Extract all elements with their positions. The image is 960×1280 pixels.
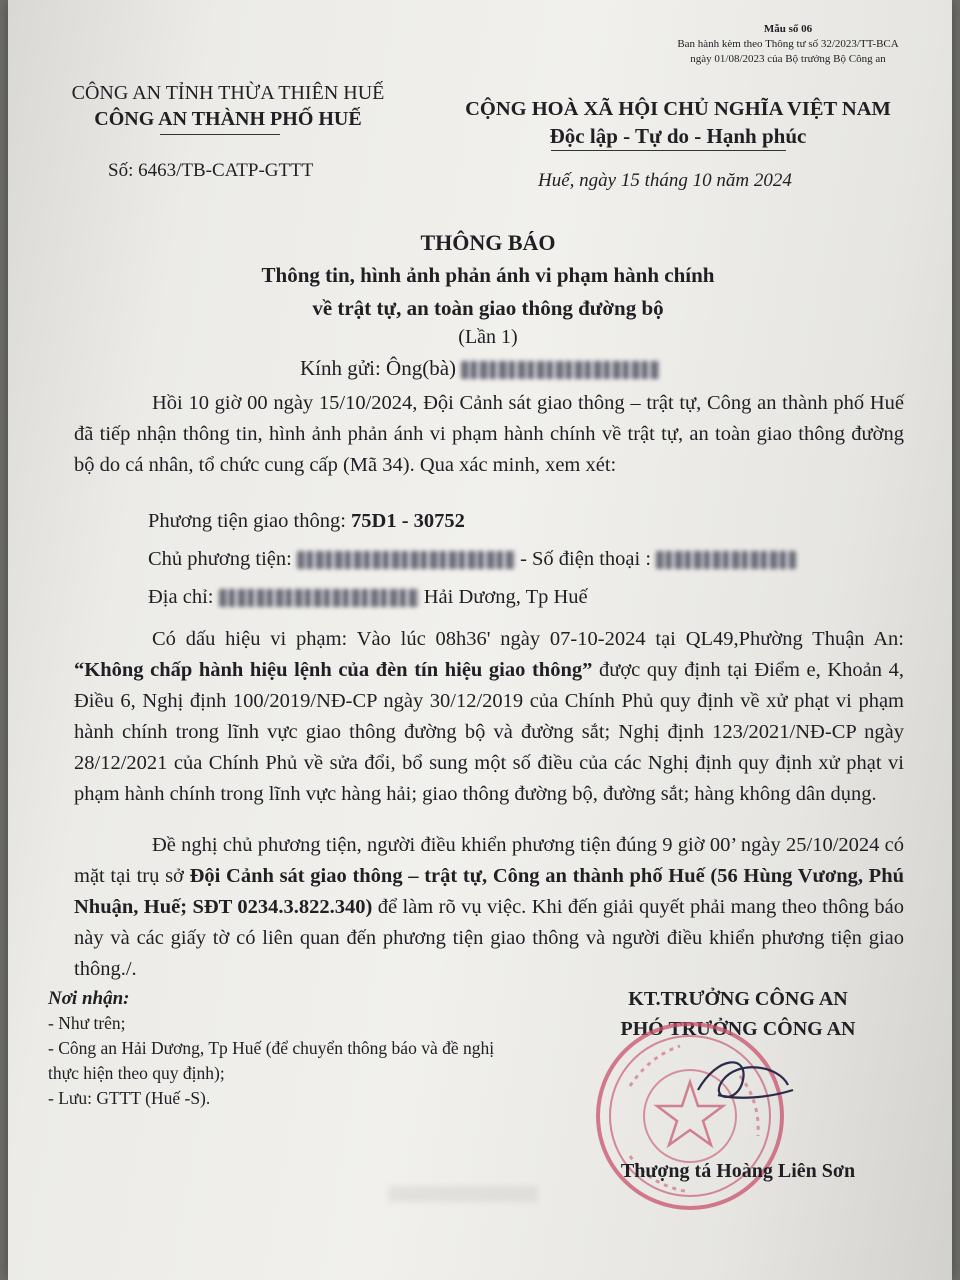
- owner-label: Chủ phương tiện:: [148, 548, 292, 570]
- address-field: [148, 586, 588, 609]
- form-number: Mẫu số 06: [763, 23, 813, 35]
- recipient-2: - Công an Hải Dương, Tp Huế (để chuyển thông báo và đề nghị thực hiện theo quy định);: [48, 1038, 495, 1083]
- document-page: [8, 0, 952, 1280]
- violation-lead: Có dấu hiệu vi phạm: Vào lúc 08h36' ngày 07-10-2024 tại QL49,Phường Thuận An:: [152, 628, 904, 650]
- redacted-address: [219, 589, 419, 607]
- place-date: Huế, ngày 15 tháng 10 năm 2024: [538, 170, 792, 191]
- nation-motto: Độc lập - Tự do - Hạnh phúc: [549, 124, 807, 148]
- document-subtitle-1: Thông tin, hình ảnh phản ánh vi phạm hành chính: [261, 263, 715, 287]
- form-issued-line-2: ngày 01/08/2023 của Bộ trưởng Bộ Công an: [690, 53, 886, 65]
- owner-field: [148, 548, 796, 571]
- recipients-heading: Nơi nhận:: [48, 988, 130, 1009]
- recipient-salutation: [300, 356, 659, 381]
- phone-label: - Số điện thoại :: [520, 548, 652, 570]
- vehicle-plate: 75D1 - 30752: [351, 510, 465, 532]
- motto-underline: [551, 150, 786, 151]
- nation-name: CỘNG HOÀ XÃ HỘI CHỦ NGHĨA VIỆT NAM: [465, 98, 891, 120]
- issuing-agency: [28, 80, 428, 132]
- form-number-block: [638, 22, 938, 67]
- form-issued-line-1: Ban hành kèm theo Thông tư số 32/2023/TT-BCA: [677, 38, 899, 50]
- vehicle-label: Phương tiện giao thông:: [148, 510, 346, 532]
- request-office: Đội Cảnh sát giao thông – trật tự, Công an thành phố Huế (56 Hùng Vương, Phú Nhuận, Huế; SĐT 0234.3.822.340): [74, 865, 904, 918]
- violation-rest: được quy định tại Điểm e, Khoản 4, Điều 6, Nghị định 100/2019/NĐ-CP ngày 30/12/2019 của Chính Phủ quy định về xử phạt vi phạm hành chính trong lĩnh vực giao thông đường bộ và đường sắt; Nghị định 123/2021/NĐ-CP ngày 28/12/2021 của Chính Phủ về sửa đổi, bổ sung một số điều của các Nghị định quy định xử phạt vi phạm hành chính trong lĩnh vực hàng hải; giao thông đường bộ, đường sắt; hàng không dân dụng.: [74, 659, 904, 805]
- address-visible: Hải Dương, Tp Huế: [423, 586, 588, 608]
- signature-title-2: PHÓ TRƯỞNG CÔNG AN: [620, 1018, 856, 1040]
- handwritten-signature: [688, 1050, 798, 1110]
- recipient-3: - Lưu: GTTT (Huế -S).: [48, 1088, 211, 1108]
- document-title: THÔNG BÁO: [420, 230, 556, 255]
- agency-city: CÔNG AN THÀNH PHỐ HUẾ: [94, 108, 362, 130]
- redacted-owner-name: [297, 551, 515, 569]
- national-heading: [428, 96, 928, 150]
- paragraph-intro: [74, 388, 904, 481]
- violation-name: “Không chấp hành hiệu lệnh của đèn tín hiệu giao thông”: [74, 659, 593, 681]
- intro-text: Hồi 10 giờ 00 ngày 15/10/2024, Đội Cảnh sát giao thông – trật tự, Công an thành phố Huế đã tiếp nhận thông tin, hình ảnh phản ánh vi phạm hành chính về trật tự, an toàn giao thông đường bộ do cá nhân, tổ chức cung cấp (Mã 34). Qua xác minh, xem xét:: [74, 392, 904, 476]
- address-label: Địa chỉ:: [148, 586, 214, 608]
- document-subtitle-2: về trật tự, an toàn giao thông đường bộ: [312, 296, 664, 320]
- document-number: [108, 160, 313, 182]
- signer-name: Thượng tá Hoàng Liên Sơn: [620, 1160, 856, 1182]
- recipient-1: - Như trên;: [48, 1013, 126, 1033]
- official-seal-stamp: [590, 1016, 790, 1216]
- faint-mark: [388, 1186, 538, 1202]
- vehicle-field: [148, 510, 465, 533]
- notice-round: (Lần 1): [458, 326, 518, 348]
- redacted-recipient-name: [461, 361, 659, 379]
- request-rest: để làm rõ vụ việc. Khi đến giải quyết phải mang theo thông báo này và các giấy tờ có liên quan đến phương tiện giao thông và người điều khiển phương tiện giao thông./.: [74, 896, 905, 980]
- salutation-label: Kính gửi: Ông(bà): [300, 356, 457, 380]
- document-number-value: 6463/TB-CATP-GTTT: [138, 160, 314, 181]
- paragraph-violation: [74, 624, 904, 810]
- document-number-label: Số:: [108, 160, 134, 181]
- redacted-phone: [656, 551, 796, 569]
- signature-title-1: KT.TRƯỞNG CÔNG AN: [628, 988, 848, 1010]
- document-title-block: [128, 226, 848, 325]
- request-lead: Đề nghị chủ phương tiện, người điều khiển phương tiện đúng 9 giờ 00’ ngày 25/10/2024 có mặt tại trụ sở: [74, 834, 904, 887]
- agency-underline: [160, 134, 280, 135]
- recipients-block: [48, 986, 528, 1111]
- paragraph-request: [74, 830, 904, 985]
- agency-province: CÔNG AN TỈNH THỪA THIÊN HUẾ: [71, 82, 385, 104]
